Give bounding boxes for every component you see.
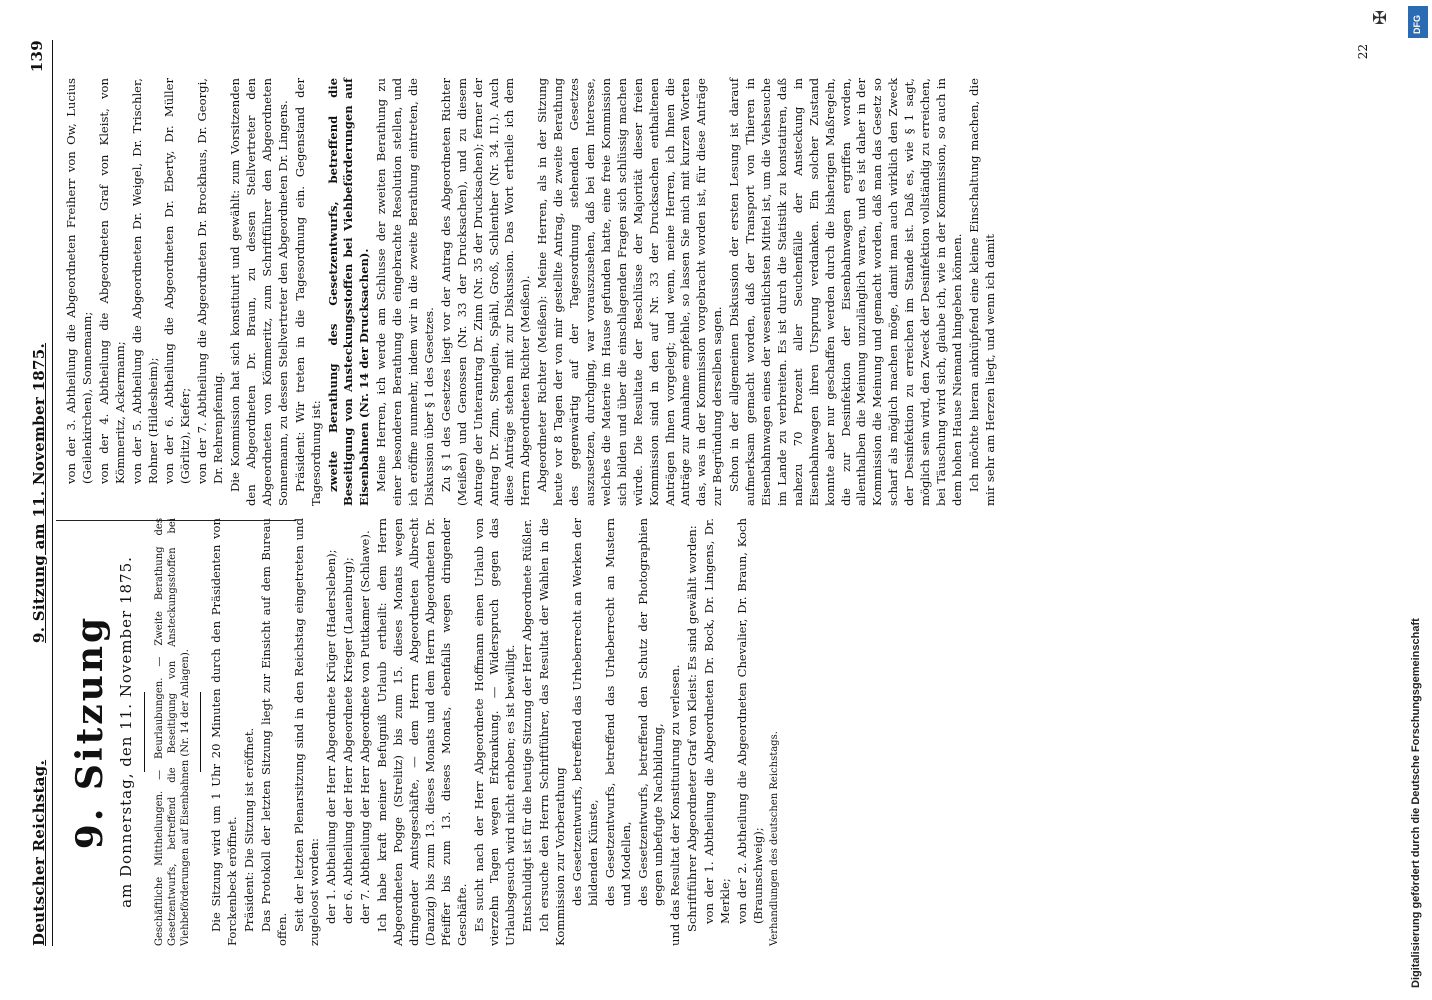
rotated-document-page (22, 20, 1384, 976)
paragraph: von der 3. Abtheilung die Abgeordneten Freiherr von Ow, Lucius (Geilenkirchen), Sonnemann; (64, 78, 94, 484)
paragraph: Meine Herren, ich werde am Schlusse der zweiten Berathung zu einer besonderen Berathung die eingebrachte Resolution stellen, und ich eröffne nunmehr, indem wir in die zweite Berathung eintreten, die Diskussion über § 1 des Gesetzes. (374, 78, 436, 506)
paragraph: von der 2. Abtheilung die Abgeordneten Chevalier, Dr. Braun, Koch (Braunschweig); (735, 518, 765, 924)
paragraph: Die Sitzung wird um 1 Uhr 20 Minuten durch den Präsidenten von Forckenbeck eröffnet. (209, 518, 239, 946)
dfg-logo: DFG (1408, 6, 1428, 38)
paragraph: der 1. Abtheilung der Herr Abgeordnete Krüger (Hadersleben); (324, 549, 339, 924)
paragraph: von der 1. Abtheilung die Abgeordneten Dr. Bock, Dr. Lingens, Dr. Merkle; (702, 518, 733, 924)
digitization-credit: Digitalisierung gefördert durch die Deutsche Forschungsgemeinschaft (1410, 618, 1422, 988)
left-column (64, 518, 782, 946)
paragraph: Schon in der allgemeinen Diskussion der ersten Lesung ist darauf aufmerksam gemacht worden, daß der Transport von Thieren in Eisenbahnwagen eines der wesentlichsten Mittel ist, um die Viehseuche im Lande zu verbreiten. Es ist durch die Statistik zu konstatiren, daß nahezu 70 Prozent aller Seuchenfälle der Ansteckung in Eisenbahnwagen ihren Ursprung verdanken. Ein solcher Zustand konnte aber nur geschaffen werden durch die bisherigen Maßregeln, die zur Desinfektion der Eisenbahnwagen ergriffen worden, allenthalben die Meinung unzulänglich waren, und es ist daher in der Kommission die Meinung und gemacht worden, daß man das Gesetz so scharf als möglich machen möge, damit man auch wirklich den Zweck der Desinfektion zu erreichen im Stande ist. Daß es, wie § 1 sagt, möglich sein wird, den Zweck der Desinfektion vollständig zu erreichen, bei Täuschung wird sich, glaube ich, wie in der Kommission, so auch in dem hohen Hause Niemand hingeben können. (727, 78, 964, 506)
paragraph: Schriftführer Abgeordneter Graf von Kleist: Es sind gewählt worden: (685, 525, 700, 932)
cross-icon: ✠ (1372, 8, 1388, 29)
page-number: 139 (28, 40, 46, 73)
footer-note: Verhandlungen des deutschen Reichstags. (768, 731, 780, 946)
paragraph: Die Kommission hat sich konstituirt und gewählt: zum Vorsitzenden den Abgeordneten Dr. Braun, zu dessen Stellvertreter den Abgeordneten von Kömmeritz, zum Schriftführer den Abgeordneten Sonnemann, zu dessen Stellvertreter den Abgeordneten Dr. Lingens. (228, 78, 290, 506)
session-date: am Donnerstag, den 11. November 1875. (117, 556, 135, 908)
paragraph: Präsident: Die Sitzung ist eröffnet. (241, 727, 256, 932)
paragraph: von der 5. Abtheilung die Abgeordneten Dr. Weigel, Dr. Trischler, Rohner (Hildesheim); (129, 78, 160, 484)
paragraph: Abgeordneter Richter (Meißen): Meine Herren, als in der Sitzung heute vor 8 Tagen der von mir gestellte Antrag, die zweite Berathung des gegenwärtig auf der Tagesordnung stehenden Gesetzes auszusetzen, durchging, war vorauszusehen, daß bei dem Interesse, welches die Materie im Hause gefunden hatte, eine freie Kommission sich bilden und über die einschlagenden Fragen sich schlüssig machen würde. Die Resultate der Beschlüsse der Majorität dieser freien Kommission sind in den auf Nr. 33 der Drucksachen enthaltenen Anträgen Ihnen vorgelegt; und wenn, meine Herren, ich Ihnen die Anträge zur Annahme empfehle, so lassen Sie mich mit kurzen Worten das, was in der Kommission vorgebracht worden ist, für diese Anträge zur Begründung derselben sagen. (535, 78, 725, 506)
paragraph: Präsident: Wir treten in die Tagesordnung ein. Gegenstand der Tagesordnung ist: (292, 78, 323, 506)
paragraph: Ich möchte hieran anknüpfend eine kleine Einschaltung machen, die mir sehr am Herzen liegt, und wenn ich damit (966, 78, 997, 506)
agenda-item: zweite Berathung des Gesetzentwurfs, betreffend die Beseitigung von Ansteckungsstoffen bei Viehbeförderungen auf Eisenbahnen (Nr. 14 der Drucksachen). (325, 78, 372, 506)
paragraph: Seit der letzten Plenarsitzung sind in den Reichstag eingetreten und zugeloost worden: (291, 518, 322, 946)
right-column (64, 78, 1000, 506)
paragraph: von der 4. Abtheilung die Abgeordneten Graf von Kleist, von Kömmeritz, Ackermann; (96, 78, 127, 484)
dfg-credit-strip (1408, 6, 1428, 996)
paragraph: Das Protokoll der letzten Sitzung liegt zur Einsicht auf dem Bureau offen. (258, 518, 289, 946)
paragraph: Ich ersuche den Herrn Schriftführer, das Resultat der Wahlen in die Kommission zur Vorberathung (537, 518, 568, 946)
divider (144, 692, 145, 772)
paragraph: der 7. Abtheilung der Herr Abgeordnete von Puttkamer (Schlawe). (358, 530, 373, 924)
paragraph: des Gesetzentwurfs, betreffend das Urheberrecht an Werken der bildenden Künste, (569, 518, 600, 906)
paragraph: von der 7. Abtheilung die Abgeordneten Dr. Brockhaus, Dr. Georgi, Dr. Rehrenpfennig. (195, 78, 226, 484)
paragraph: und das Resultat der Konstituirung zu verlesen. (668, 664, 683, 946)
page-header (28, 40, 53, 946)
publication-title: Deutscher Reichstag. (30, 759, 48, 946)
paragraph: Zu § 1 des Gesetzes liegt vor der Antrag des Abgeordneten Richter (Meißen) und Genossen (Nr. 33 der Drucksachen), und zu diesem Antrage der Unterantrag Dr. Zinn (Nr. 35 der Drucksachen); ferner der Antrag Dr. Zinn, Stenglein, Spähl, Groß, Schlenther (Nr. 34. II.). Auch diese Anträge stehen mit zur Diskussion. Das Wort ertheile ich dem Herrn Abgeordneten Richter (Meißen). (438, 78, 533, 506)
paragraph: Ich habe kraft meiner Befugniß Urlaub ertheilt: dem Herrn Abgeordneten Pogge (Strelitz) bis zum 15. dieses Monats wegen dringender Amtsgeschäfte, — dem Herrn Abgeordneten Albrecht (Danzig) bis zum 13. dieses Monats und dem Herrn Abgeordneten Dr. Pfeiffer bis zum 13. dieses Monats, ebenfalls wegen dringender Geschäfte. (375, 518, 469, 946)
paragraph: der 6. Abtheilung der Herr Abgeordnete Krieger (Lauenburg); (341, 557, 356, 924)
paragraph: Es sucht nach der Herr Abgeordnete Hoffmann einen Urlaub von vierzehn Tagen wegen Erkrankung. — Widerspruch gegen das Urlaubsgesuch wird nicht erhoben; es ist bewilligt. (471, 518, 518, 946)
session-title: 9. Sitzung (69, 614, 111, 850)
paragraph: des Gesetzentwurfs, betreffend den Schutz der Photographien gegen unbefugte Nachbildung, (635, 518, 666, 906)
paragraph: von der 6. Abtheilung die Abgeordneten Dr. Eberty, Dr. Müller (Görlitz), Kiefer; (162, 78, 193, 484)
signature-mark: 22 (1356, 44, 1370, 60)
paragraph: Entschuldigt ist für die heutige Sitzung der Herr Abgeordnete Rüßler. (520, 518, 535, 932)
session-heading: 9. Sitzung am 11. November 1875. (30, 342, 48, 644)
paragraph: des Gesetzentwurfs, betreffend das Urheberrecht an Mustern und Modellen, (602, 518, 633, 906)
divider (200, 692, 201, 772)
agenda-summary: Geschäftliche Mittheilungen. — Beurlaubungen. — Zweite Berathung des Gesetzentwurfs, betreffend die Beseitigung von Ansteckungsstoffen bei Viehbeförderungen auf Eisenbahnen (Nr. 14 der Anlagen). (154, 518, 191, 946)
